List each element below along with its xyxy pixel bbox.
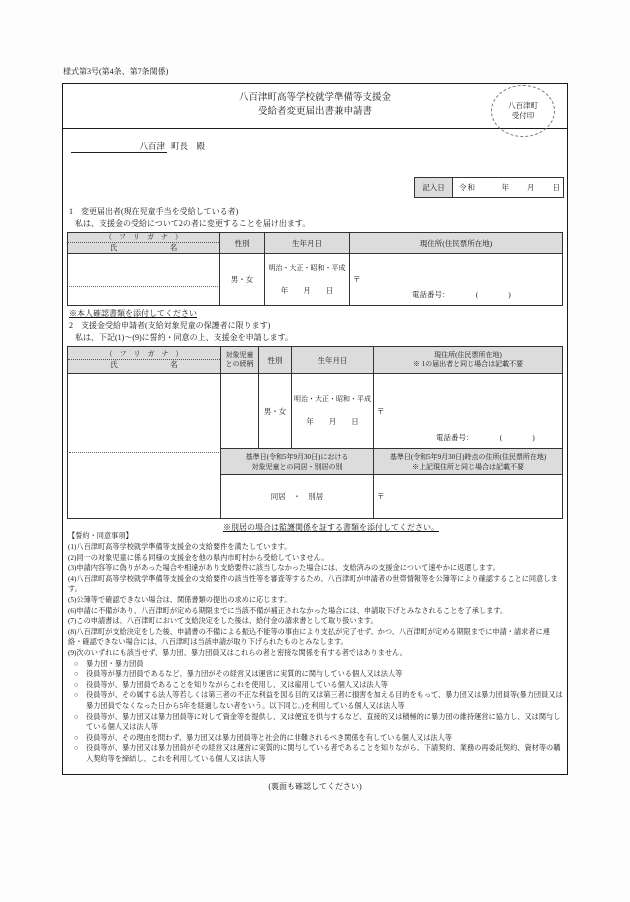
exclusion-bullet (68, 743, 563, 764)
exclusion-bullet (68, 680, 563, 691)
addressee-suffix: 町長 殿 (171, 141, 206, 151)
cohabitation-header-line2: 対象児童との同居・別居の別 (251, 462, 343, 471)
base-address-field (374, 475, 563, 519)
exclusion-bullet (68, 733, 563, 744)
name-label: 氏 名 (110, 360, 178, 369)
addressee-line (71, 140, 205, 153)
exclusion-bullet-text: 役員等が暴力団員であるなど、暴力団がその経営又は運営に実質的に関与している個人又は法人等 (86, 670, 403, 679)
separate-residence-note: ※別居の場合は監護関係を証する書類を添付してください。 (223, 523, 439, 532)
exclusion-bullet-text: 役員等が、暴力団又は暴力団員がその経営又は運営に実質的に関与している者であることを知りながら、下請契約、業務の再委託契約、資材等の購入契約等を締結し、これを利用している個人又は法人等 (86, 744, 561, 763)
circle-bullet-icon: ○ (74, 691, 79, 700)
pledge-item: (5)公簿等で確認できない場合は、関係書類の提出の求めに応じます。 (68, 595, 292, 604)
section2-declaration: 私は、下記(1)〜(9)に誓約・同意の上、支援金を申請します。 (75, 333, 294, 342)
postal-mark: 〒 (353, 275, 361, 284)
identity-document-note: ※本人確認書類を添付してください (69, 309, 197, 318)
table-row (68, 374, 563, 449)
table-row (68, 254, 563, 306)
circle-bullet-icon: ○ (74, 680, 79, 689)
receipt-stamp-circle (491, 85, 555, 137)
exclusion-bullet (68, 690, 563, 711)
relation-column-header (221, 347, 259, 374)
birthdate-field (292, 374, 374, 449)
era-options: 明治・大正・昭和・平成 (268, 263, 346, 272)
stamp-town-name: 八百津町 (508, 101, 538, 110)
exclusion-bullet-text: 暴力団・暴力団員 (86, 659, 144, 668)
pledge-item: (1)八百津町高等学校就学準備等支援金の支給要件を満たしています。 (68, 543, 292, 551)
birthdate-column-header: 生年月日 (292, 347, 374, 374)
circle-bullet-icon: ○ (74, 670, 79, 679)
address-column-header (374, 347, 563, 374)
pledge-item: (4)八百津町高等学校就学準備等支援金の支給要件の該当性等を審査等するため、八百津町が申請者の世帯情報等を公簿等により確認することに同意します。 (68, 574, 558, 594)
era-options: 明治・大正・昭和・平成 (294, 395, 371, 403)
name-column-header (68, 233, 220, 254)
furigana-label: （ フ リ ガ ナ ） (68, 233, 219, 243)
circle-bullet-icon: ○ (74, 733, 79, 742)
page-title-line2: 受給者変更届出書兼申請書 (257, 107, 372, 117)
address-header-line2: ※ 1の届出者と同じ場合は記載不要 (412, 360, 524, 368)
relation-header-line2: との続柄 (225, 360, 254, 368)
section2-heading: 2 支援金受給申請者(支給対象児童の保護者に限ります) (69, 321, 271, 330)
gender-field: 男・女 (259, 374, 292, 449)
entry-date-label: 記入日 (415, 178, 453, 197)
addressee-name-underline: 八百津 (71, 140, 167, 153)
gender-column-header: 性別 (259, 347, 292, 374)
pledge-item: (2)同一の対象児童に係る同様の支援金を他の県内市町村から受給していません。 (68, 553, 329, 562)
postal-mark: 〒 (377, 492, 385, 501)
base-address-header-line2: ※上記現住所と同じ場合は記載不要 (412, 462, 524, 471)
pledge-item: (7)この申請書は、八百津町において支給決定をした後は、給付金の請求書として取り扱います。 (68, 617, 378, 626)
entry-date-box (414, 177, 564, 198)
cohabitation-header-line1: 基準日(令和5年9月30日)における (245, 452, 349, 461)
base-address-header (374, 449, 563, 475)
furigana-write-line (69, 273, 218, 287)
cohabitation-field: 同居 ・ 別居 (221, 475, 374, 519)
base-address-header-line1: 基準日(令和5年9月30日)時点の住所(住民票所在地) (389, 452, 547, 461)
pledge-item: (8)八百津町が支給決定をした後、申請書の不備による振込不能等の事由により支払が完了せず、かつ、八百津町が定める期限までに申請・請求者に連絡・確認できない場合には、八百津町は当該申請が取り下げられたものとみなします。 (68, 627, 550, 647)
ymd-labels: 年 月 日 (306, 417, 359, 426)
address-field (350, 254, 563, 306)
section1-heading: 1 変更届出者(現在児童手当を受給している者) (69, 207, 239, 216)
pledge-item: (3)申請内容等に偽りがあった場合や相違があり支給要件に該当しなかった場合には、支給済みの支援金について速やかに返還します。 (68, 564, 500, 573)
stamp-label: 受付印 (511, 111, 535, 120)
exclusion-bullet-text: 役員等が、その属する法人等若しくは第三者の不正な利益を図る目的又は第三者に損害を加える目的をもって、暴力団又は暴力団員等(暴力団員又は暴力団員でなくなった日から5年を経過しない者をいう。以下同じ。)を利用している個人又は法人等 (86, 691, 563, 710)
notifier-table (67, 232, 563, 306)
name-field (68, 254, 220, 306)
page-title-line1: 八百津町高等学校就学準備等支援金 (238, 93, 391, 103)
exclusion-bullet-text: 役員等が、暴力団又は暴力団員等に対して資金等を提供し、又は便宜を供与するなど、直接的又は積極的に暴力団の維持運営に協力し、又は関与している個人又は法人等 (86, 712, 561, 732)
circle-bullet-icon: ○ (74, 659, 79, 668)
furigana-write-line (69, 439, 219, 453)
pledge-item: (6)申請に不備があり、八百津町が定める期限までに当該不備が補正されなかった場合には、申請取下げとみなされることを了承します。 (68, 606, 508, 615)
birthdate-field (265, 254, 350, 306)
furigana-label: （ フ リ ガ ナ ） (68, 350, 220, 360)
exclusion-bullet (68, 659, 563, 670)
table-header-row (68, 347, 563, 374)
exclusion-bullet (68, 712, 563, 733)
exclusion-bullet-text: 役員等が、その理由を問わず、暴力団又は暴力団員等と社会的に非難されるべき関係を有している個人又は法人等 (86, 733, 452, 742)
table-header-row (68, 233, 563, 254)
relation-header-line1: 対象児童 (225, 350, 254, 359)
relation-field (221, 374, 259, 449)
section1-declaration: 私は、支援金の受給について2の者に変更することを届け出ます。 (75, 219, 311, 228)
postal-mark: 〒 (377, 406, 385, 416)
exclusion-bullet (68, 669, 563, 680)
entry-date-value: 令和 年 月 日 (459, 183, 561, 192)
phone-field: 電話番号： ( ) (436, 433, 535, 442)
section-grant-applicant (67, 320, 563, 533)
circle-bullet-icon: ○ (74, 744, 79, 753)
check-reverse-side-note: (裏面も確認してください) (268, 782, 362, 791)
pledge-section (68, 530, 563, 764)
pledge-heading: 【誓約・同意事項】 (68, 532, 133, 540)
gender-column-header: 性別 (220, 233, 265, 254)
gender-field: 男・女 (220, 254, 265, 306)
name-column-header (68, 347, 221, 374)
address-field (374, 374, 563, 449)
ymd-labels: 年 月 日 (280, 285, 334, 295)
title-divider (63, 128, 567, 129)
pledge-item: (9)次のいずれにも該当せず、暴力団、暴力団員又はこれらの者と密接な関係を有する者ではありません。 (68, 648, 407, 657)
form-sheet (62, 83, 568, 775)
address-header-line1: 現住所(住民票所在地) (434, 350, 502, 359)
birthdate-column-header: 生年月日 (265, 233, 350, 254)
phone-field: 電話番号： ( ) (412, 290, 511, 299)
section-change-notifier (67, 206, 563, 319)
form-number-label: 様式第3号(第4条、第7条関係) (63, 67, 169, 76)
address-column-header: 現住所(住民票所在地) (350, 233, 563, 254)
cohabitation-header (221, 449, 374, 475)
name-label: 氏 名 (109, 243, 178, 252)
applicant-table (67, 346, 563, 519)
name-field (68, 374, 221, 519)
circle-bullet-icon: ○ (74, 712, 79, 721)
exclusion-bullet-text: 役員等が、暴力団員であることを知りながらこれを使用し、又は雇用している個人又は法人等 (86, 680, 388, 689)
